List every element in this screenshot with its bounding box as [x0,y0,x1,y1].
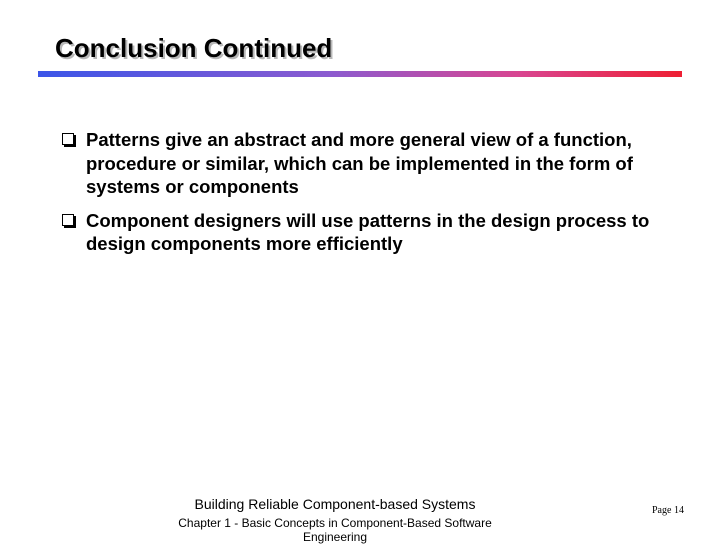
hollow-square-bullet-icon [62,133,74,145]
bullet-text: Patterns give an abstract and more general view of a function, procedure or similar, which can be implemented in the form of systems or components [86,129,633,197]
footer-chapter-title: Chapter 1 - Basic Concepts in Component-Based Software Engineering [178,516,492,544]
footer [170,495,500,544]
bullet-item [62,128,662,199]
bullet-list [62,128,662,266]
hollow-square-bullet-icon [62,214,74,226]
bullet-item [62,209,662,256]
slide-title: Conclusion Continued [55,33,333,63]
title-divider [38,71,682,77]
bullet-text: Component designers will use patterns in the design process to design components more efficiently [86,209,650,254]
page-number: Page 14 [652,505,684,516]
footer-book-title: Building Reliable Component-based Systems [194,496,476,512]
